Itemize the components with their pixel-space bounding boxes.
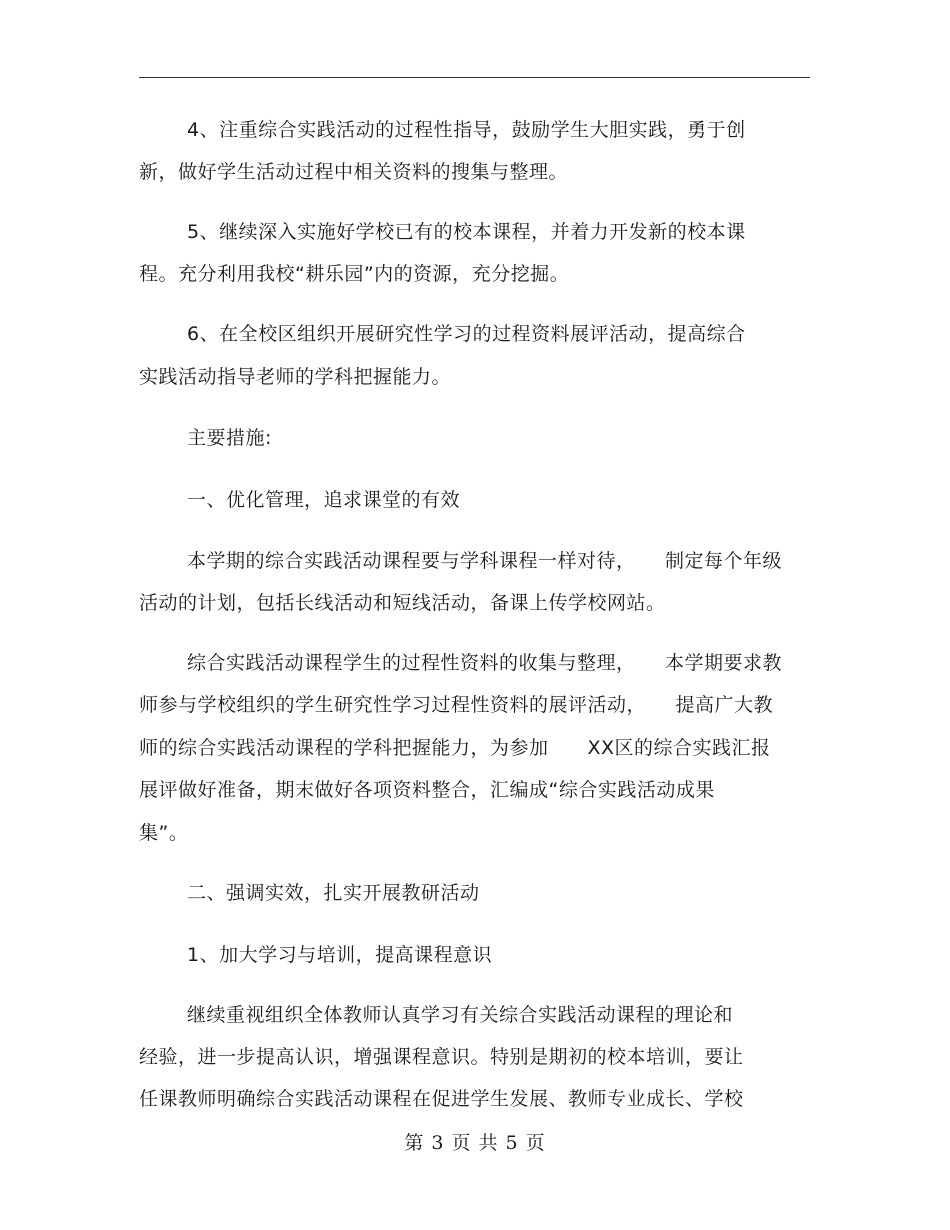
paragraph-line: 新，做好学生活动过程中相关资料的搜集与整理。 <box>139 161 569 183</box>
header-rule <box>139 77 810 78</box>
paragraph-line: 本学期的综合实践活动课程要与学科课程一样对待， 制定每个年级 <box>187 550 783 572</box>
paragraph-line: 程。充分利用我校“耕乐园”内的资源，充分挖掘。 <box>139 263 570 285</box>
paragraph-line: 6、在全校区组织开展研究性学习的过程资料展评活动，提高综合 <box>187 323 746 345</box>
paragraph-line: 5、继续深入实施好学校已有的校本课程，并着力开发新的校本课 <box>187 221 746 243</box>
paragraph-line: 实践活动指导老师的学科把握能力。 <box>139 366 452 388</box>
section-heading: 主要措施: <box>187 427 272 449</box>
paragraph-line: 继续重视组织全体教师认真学习有关综合实践活动课程的理论和 <box>187 1004 734 1026</box>
section-heading: 一、优化管理，追求课堂的有效 <box>187 489 461 511</box>
paragraph-line: 展评做好准备，期末做好各项资料整合，汇编成“综合实践活动成果 <box>139 779 715 801</box>
paragraph-line: 师参与学校组织的学生研究性学习过程性资料的展评活动， 提高广大教 <box>139 694 774 716</box>
paragraph-line: 集”。 <box>139 822 189 844</box>
paragraph-line: 师的综合实践活动课程的学科把握能力，为参加 XX区的综合实践汇报 <box>139 737 771 759</box>
paragraph-line: 经验，进一步提高认识，增强课程意识。特别是期初的校本培训，要让 <box>139 1046 744 1068</box>
paragraph-line: 任课教师明确综合实践活动课程在促进学生发展、教师专业成长、学校 <box>139 1088 744 1110</box>
page-number-footer: 第 3 页 共 5 页 <box>404 1132 546 1154</box>
paragraph-line: 4、注重综合实践活动的过程性指导，鼓励学生大胆实践，勇于创 <box>187 119 746 141</box>
subsection-heading: 1、加大学习与培训，提高课程意识 <box>187 944 493 966</box>
paragraph-line: 活动的计划，包括长线活动和短线活动，备课上传学校网站。 <box>139 592 666 614</box>
paragraph-line: 综合实践活动课程学生的过程性资料的收集与整理， 本学期要求教 <box>187 652 783 674</box>
section-heading: 二、强调实效，扎实开展教研活动 <box>187 882 480 904</box>
